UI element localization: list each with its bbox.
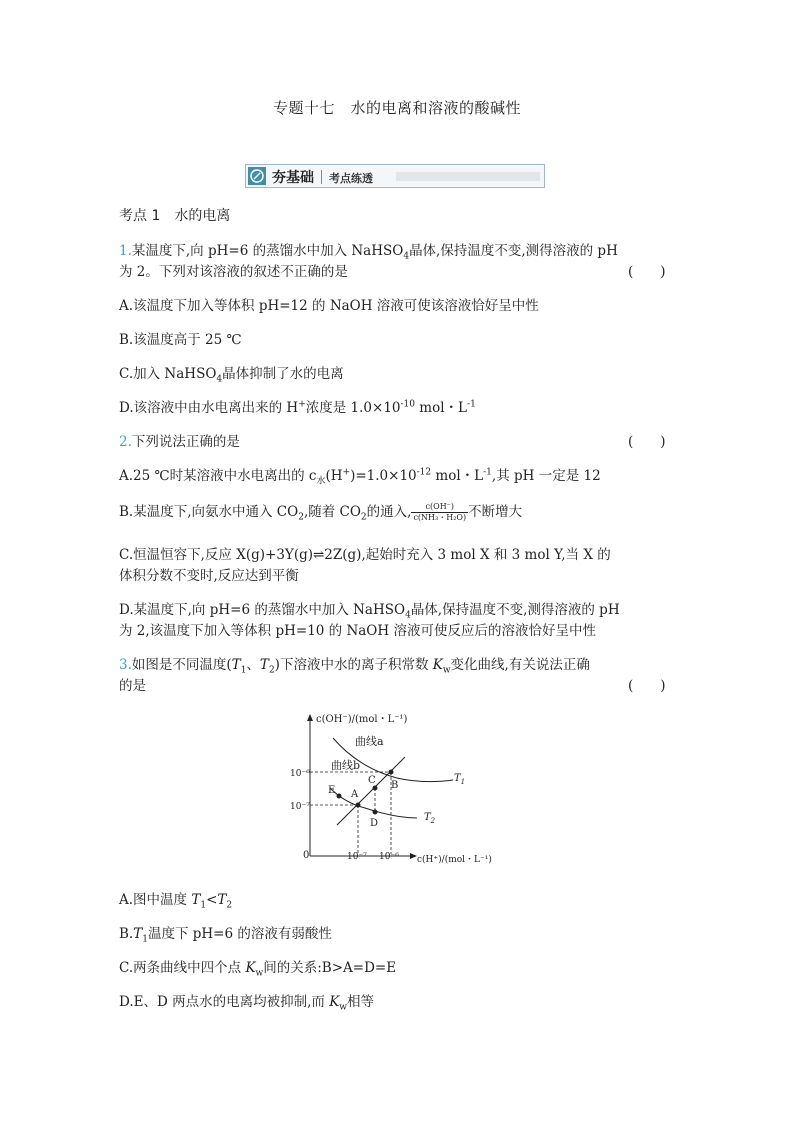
q1-option-d: D.该溶液中由水电离出来的 H+浓度是 $1.0\times 10^{-10}$ mol・$L^{-1}$ xyxy=(119,399,476,416)
q1-number: 1. xyxy=(119,243,132,259)
banner-main: 夯基础 xyxy=(272,170,314,186)
t1-label: $T_1$ xyxy=(454,773,466,786)
q2-stem: 2.下列说法正确的是 xyxy=(119,434,240,450)
section-banner xyxy=(245,164,545,188)
q2-option-d-line2: 为 2,该温度下加入等体积 pH=10 的 NaOH 溶液可使反应后的溶液恰好呈中性 xyxy=(119,623,596,639)
point-e-label: E xyxy=(328,785,336,796)
q3-option-b: $B.T_1$温度下 pH=6 的溶液有弱酸性 xyxy=(119,926,332,945)
page-title: 专题十七 水的电离和溶液的酸碱性 xyxy=(272,99,521,117)
y-tick-high: 10⁻⁶ xyxy=(290,769,310,779)
q2-option-a: A.25 ℃时某溶液中水电离出的 $c_水(H^+)=1.0\times 10^{-12}$ mol・$L^{-1}$,其 pH 一定是 12 xyxy=(119,467,601,487)
q1-option-c: C.加入 NaHSO$_4$晶体抑制了水的电离 xyxy=(119,366,344,385)
q3-stem-line2: 的是 xyxy=(119,678,146,694)
point-c-marker xyxy=(373,786,378,791)
point-a-label: A xyxy=(351,789,359,800)
banner-bar xyxy=(396,172,540,181)
section-heading: 考点 1 水的电离 xyxy=(119,208,231,224)
q3-stem-line1: 3.如图是不同温度($T_1$、$T_2$)下溶液中水的离子积常数 $K_w$变化曲线,有关说法正确 xyxy=(119,657,590,676)
q2-option-d-line1: D.某温度下,向 pH=6 的蒸馏水中加入 NaHSO$_4$晶体,保持温度不变,测得溶液的 pH xyxy=(119,602,620,621)
q3-number: 3. xyxy=(119,657,132,673)
kw-curve-graph xyxy=(285,708,520,868)
q2-option-c-line2: 体积分数不变时,反应达到平衡 xyxy=(119,568,299,584)
curve-b-label: 曲线b xyxy=(331,759,361,772)
x-tick-low: 10⁻⁷ xyxy=(347,852,367,862)
y-tick-low: 10⁻⁷ xyxy=(290,802,310,812)
point-d-marker xyxy=(373,810,378,815)
x-tick-high: 10⁻⁶ xyxy=(379,852,399,862)
leaf-icon xyxy=(248,167,266,185)
q2-option-c-line1: C.恒温恒容下,反应 X(g)+3Y(g)⇌2Z(g),起始时充入 3 mol X 和 3 mol Y,当 X 的 xyxy=(119,547,611,563)
q2-option-b: B.某温度下,向氨水中通入 $CO_2$,随着 $CO_2$的通入, $\frac{c(OH^-)}{\text{c(NH₃・H₂O)}}$ 不断增大 xyxy=(119,502,523,523)
y-axis-arrow xyxy=(307,714,313,721)
banner-divider xyxy=(321,170,322,184)
q1-stem-line1: 1.某温度下,向 pH=6 的蒸馏水中加入 NaHSO$_4$晶体,保持温度不变,测得溶液的 pH xyxy=(119,243,618,262)
point-c-label: C xyxy=(368,775,376,786)
q3-option-c: C.两条曲线中四个点 $K_w$间的关系:B>A=D=E xyxy=(119,960,397,979)
q1-option-b: B.该温度高于 25 ℃ xyxy=(119,332,242,348)
point-e-marker xyxy=(337,794,342,799)
q1-answer-blank: ( ) xyxy=(628,264,666,280)
point-a-marker xyxy=(356,803,361,808)
banner-sub: 考点练透 xyxy=(329,172,373,185)
y-axis-label: c(OH⁻)/(mol・L⁻¹) xyxy=(316,714,408,725)
x-axis-label: c(H⁺)/(mol・L⁻¹) xyxy=(417,855,492,865)
q3-option-d: D.E、D 两点水的电离均被抑制,而 $K_w$相等 xyxy=(119,994,374,1013)
q1-stem-line2: 为 2。下列对该溶液的叙述不正确的是 xyxy=(119,264,348,280)
point-b-marker xyxy=(389,770,394,775)
q1-option-a: A.该温度下加入等体积 pH=12 的 NaOH 溶液可使该溶液恰好呈中性 xyxy=(119,298,539,314)
origin-label: 0 xyxy=(303,850,310,861)
q2-number: 2. xyxy=(119,434,132,450)
q3-option-a: A.图中温度 $T_1<T_2$ xyxy=(119,892,233,911)
q2-fraction: $\frac{c(OH^-)}{\text{c(NH₃・H₂O)}}$ xyxy=(413,502,467,522)
t2-label: $T_2$ xyxy=(424,812,436,825)
x-axis-arrow xyxy=(410,853,417,859)
curve-a-label: 曲线a xyxy=(355,735,384,748)
point-d-label: D xyxy=(370,818,379,829)
q2-answer-blank: ( ) xyxy=(628,434,666,450)
point-b-label: B xyxy=(391,780,399,791)
q3-answer-blank: ( ) xyxy=(628,678,666,694)
